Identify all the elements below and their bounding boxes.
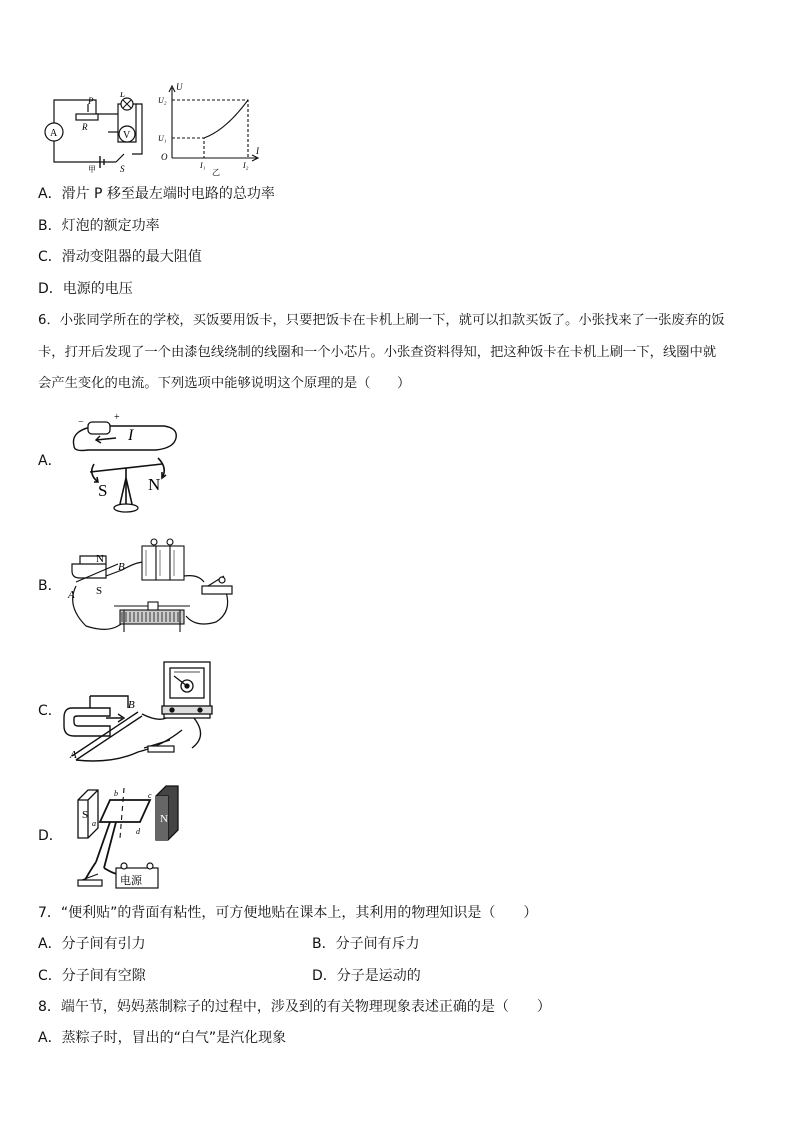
q6-option-label-c: C． bbox=[38, 703, 62, 719]
graph-caption: 乙 bbox=[212, 168, 220, 176]
fig-d-s: S bbox=[82, 809, 89, 821]
graph-axis-u: U bbox=[176, 82, 183, 92]
label-p: P bbox=[88, 96, 94, 106]
q7-option-b: B．分子间有斥力 bbox=[312, 936, 420, 952]
voltmeter-label: V bbox=[123, 130, 131, 141]
graph-origin: O bbox=[161, 152, 168, 162]
fig-a-s: S bbox=[98, 481, 108, 500]
u-i-graph bbox=[156, 80, 266, 176]
circuit-diagram bbox=[36, 92, 156, 174]
graph-i1: I₁ bbox=[200, 161, 206, 170]
switch-icon bbox=[78, 874, 102, 886]
q5-option-d: D．电源的电压 bbox=[38, 281, 133, 297]
fig-a-n: N bbox=[148, 475, 161, 494]
fig-d-source: 电源 bbox=[120, 874, 142, 887]
fig-b-n: N bbox=[96, 553, 104, 565]
label-s: S bbox=[120, 164, 125, 174]
fig-d-n: N bbox=[160, 813, 168, 825]
q7-stem: 7．“便利贴”的背面有粘性，可方便地贴在课本上，其利用的物理知识是（ ） bbox=[38, 905, 538, 921]
q6-stem-line-2: 卡，打开后发现了一个由漆包线绕制的线圈和一个小芯片。小张查资料得知，把这种饭卡在卡机上刷一下，线圈中就 bbox=[38, 345, 717, 360]
fig-b-s: S bbox=[96, 585, 103, 597]
graph-u2: U₂ bbox=[158, 96, 167, 105]
battery-icon bbox=[88, 422, 110, 434]
q6-option-label-d: D． bbox=[38, 828, 63, 844]
q7-option-c: C．分子间有空隙 bbox=[38, 968, 146, 984]
fig-a-minus: − bbox=[78, 417, 84, 428]
fig-d-d: d bbox=[136, 827, 140, 836]
battery-pack-icon bbox=[142, 539, 184, 580]
switch-icon bbox=[144, 740, 174, 752]
q6-figure-a-oersted bbox=[66, 408, 182, 520]
fig-a-current: I bbox=[128, 427, 134, 444]
q6-stem-line-1: 6．小张同学所在的学校，买饭要用饭卡，只要把饭卡在卡机上刷一下，就可以扣款买饭了。小张找来了一张废弃的饭 bbox=[38, 313, 725, 328]
switch-icon bbox=[202, 576, 232, 594]
compass-base bbox=[114, 504, 138, 512]
label-r: R bbox=[82, 122, 88, 132]
fig-a-plus: + bbox=[114, 412, 120, 423]
q7-option-a: A．分子间有引力 bbox=[38, 936, 146, 952]
fig-b-a: A bbox=[68, 589, 75, 601]
fig-d-a: a bbox=[92, 819, 96, 828]
q5-option-a: A．滑片 P 移至最左端时电路的总功率 bbox=[38, 186, 275, 202]
q6-figure-b-motor bbox=[66, 536, 236, 648]
q6-figure-d-coil bbox=[74, 778, 186, 894]
fig-d-c: c bbox=[148, 791, 152, 800]
q7-option-d: D．分子是运动的 bbox=[312, 968, 421, 984]
q6-stem-line-3: 会产生变化的电流。下列选项中能够说明这个原理的是（ ） bbox=[38, 376, 411, 391]
fig-b-b: B bbox=[118, 561, 125, 573]
graph-i2: I₂ bbox=[243, 161, 249, 170]
q5-option-c: C．滑动变阻器的最大阻值 bbox=[38, 249, 202, 265]
q5-option-b: B．灯泡的额定功率 bbox=[38, 218, 160, 234]
galvanometer-icon bbox=[162, 662, 212, 718]
fig-c-b: B bbox=[128, 699, 135, 711]
label-l: L bbox=[120, 92, 126, 99]
fig-c-a: A bbox=[70, 749, 77, 761]
q8-option-a: A．蒸粽子时，冒出的“白气”是汽化现象 bbox=[38, 1030, 287, 1046]
ammeter-label: A bbox=[50, 128, 58, 139]
fig-d-b: b bbox=[114, 789, 118, 798]
circuit-caption: 甲 bbox=[88, 165, 96, 174]
q6-option-label-a: A． bbox=[38, 453, 62, 469]
q6-option-label-b: B． bbox=[38, 578, 62, 594]
rheostat-icon bbox=[114, 602, 190, 632]
q8-stem: 8．端午节，妈妈蒸制粽子的过程中，涉及到的有关物理现象表述正确的是（ ） bbox=[38, 999, 551, 1015]
graph-axis-i: I bbox=[256, 146, 259, 156]
graph-u1: U₁ bbox=[158, 134, 167, 143]
q6-figure-c-induction bbox=[62, 656, 218, 764]
